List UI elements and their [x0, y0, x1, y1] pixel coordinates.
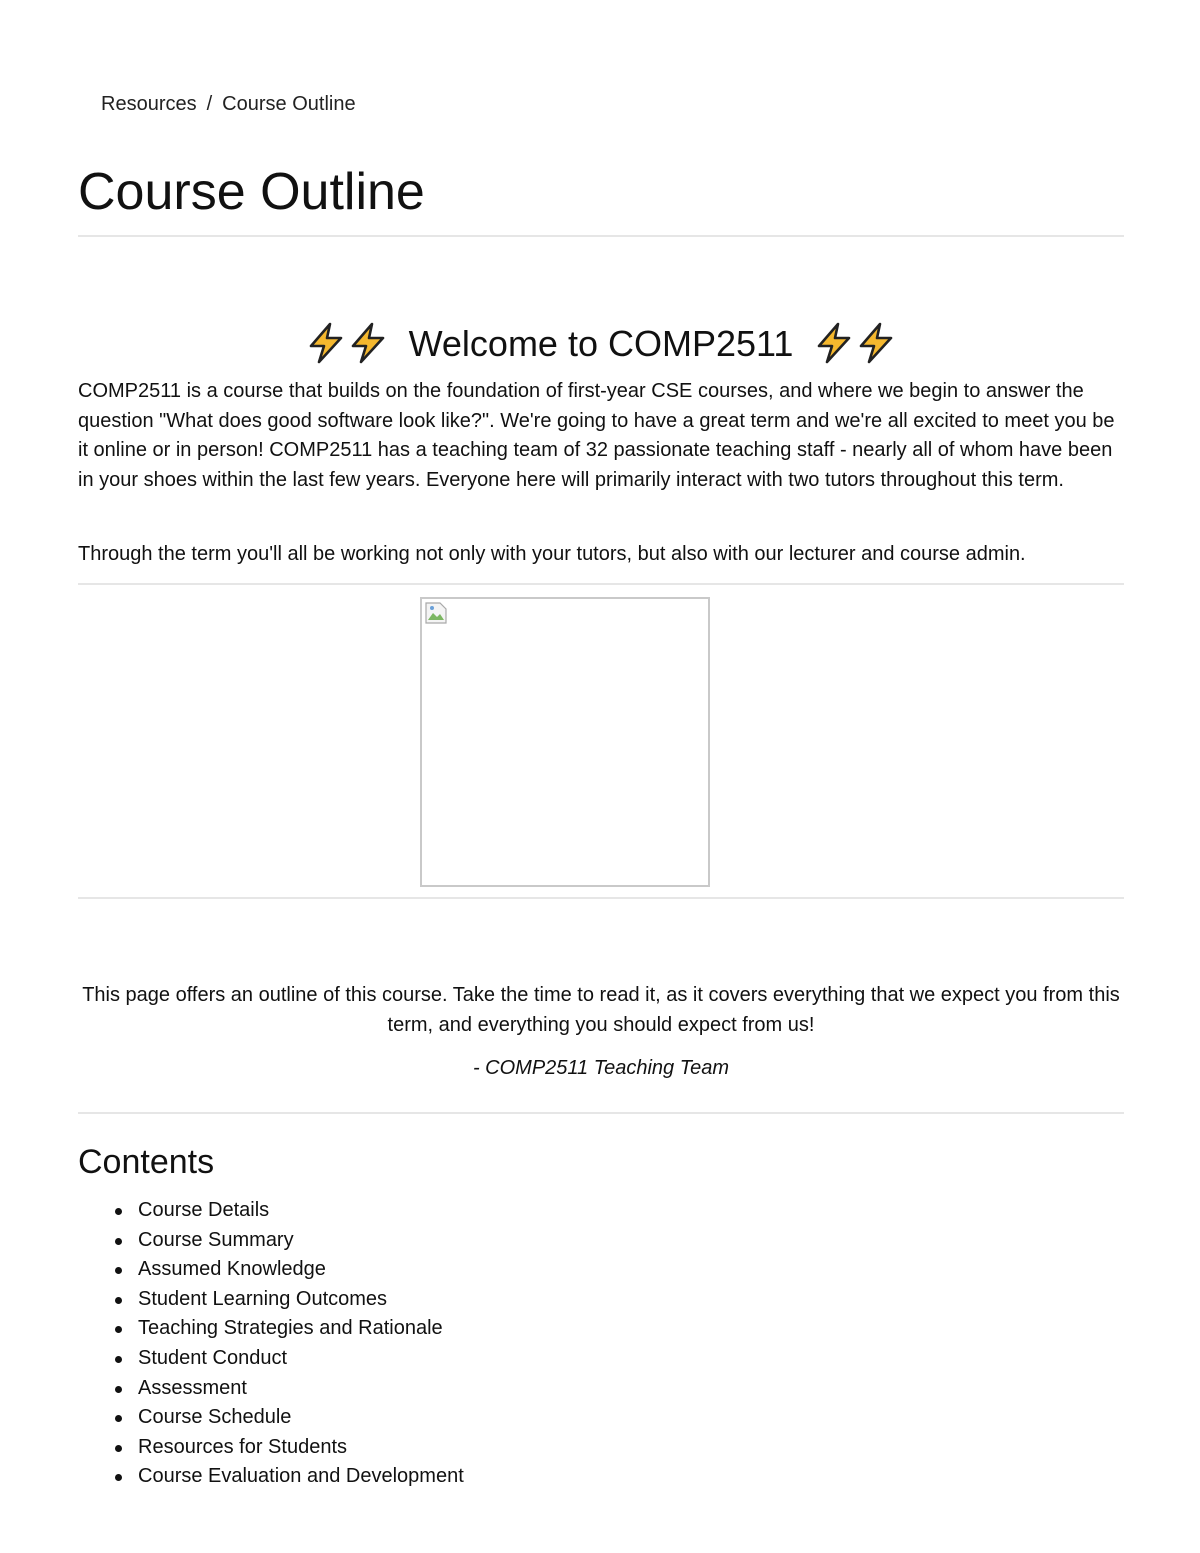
lightning-bolt-icon — [305, 322, 347, 364]
lightning-bolt-icon — [855, 322, 897, 364]
list-item — [138, 1403, 464, 1433]
list-item — [138, 1314, 464, 1344]
signature: - COMP2511 Teaching Team — [472, 1057, 730, 1079]
list-item — [138, 1462, 464, 1492]
intro-paragraph-1: COMP2511 is a course that builds on the foundation of first-year CSE courses, and where we begin to answer the question "What does good software look like?". We're going to have a great term and we're all excited to meet you be it online or in person! COMP2511 has a teaching team of 32 passionate teaching staff - nearly all of whom have been in your shoes within the last few years. Everyone here will primarily interact with two tutors throughout this term. — [78, 380, 1115, 491]
lightning-bolt-icon — [813, 322, 855, 364]
bolt-group-right — [803, 323, 897, 364]
list-item — [138, 1374, 464, 1404]
breadcrumb-separator: / — [206, 93, 213, 115]
intro-paragraph-2: Through the term you'll all be working not only with your tutors, but also with our lecturer and course admin. — [78, 543, 1026, 565]
list-item — [138, 1344, 464, 1374]
divider — [78, 1112, 1124, 1114]
toc-link-student-learning-outcomes[interactable]: Student Learning Outcomes — [138, 1287, 388, 1310]
breadcrumb — [101, 93, 356, 116]
lightning-bolt-icon — [347, 322, 389, 364]
breadcrumb-course-outline-link[interactable]: Course Outline — [222, 93, 356, 115]
broken-image-icon — [424, 601, 448, 625]
divider — [78, 897, 1124, 899]
toc-link-course-evaluation[interactable]: Course Evaluation and Development — [138, 1465, 464, 1488]
divider — [78, 235, 1124, 237]
toc-link-assumed-knowledge[interactable]: Assumed Knowledge — [138, 1258, 326, 1281]
outline-note: This page offers an outline of this course. Take the time to read it, as it covers everything that we expect you from this term, and everything you should expect from us! — [82, 984, 1120, 1036]
toc-link-resources-for-students[interactable]: Resources for Students — [138, 1435, 347, 1458]
list-item — [138, 1255, 464, 1285]
welcome-heading-text: Welcome to COMP2511 — [408, 323, 794, 364]
page-title: Course Outline — [78, 163, 425, 221]
bolt-group-left — [305, 323, 399, 364]
toc-link-course-schedule[interactable]: Course Schedule — [138, 1406, 292, 1429]
toc-link-student-conduct[interactable]: Student Conduct — [138, 1346, 287, 1369]
toc-link-assessment[interactable]: Assessment — [138, 1376, 247, 1399]
list-item — [138, 1196, 464, 1226]
contents-list — [138, 1196, 464, 1492]
divider — [78, 583, 1124, 585]
toc-link-course-details[interactable]: Course Details — [138, 1199, 270, 1221]
toc-link-course-summary[interactable]: Course Summary — [138, 1228, 294, 1251]
welcome-heading — [78, 318, 1124, 370]
breadcrumb-resources-link[interactable]: Resources — [101, 93, 197, 115]
contents-heading: Contents — [78, 1143, 215, 1181]
toc-link-teaching-strategies[interactable]: Teaching Strategies and Rationale — [138, 1317, 443, 1340]
list-item — [138, 1226, 464, 1256]
list-item — [138, 1285, 464, 1315]
team-photo-placeholder — [420, 597, 710, 887]
list-item — [138, 1433, 464, 1463]
